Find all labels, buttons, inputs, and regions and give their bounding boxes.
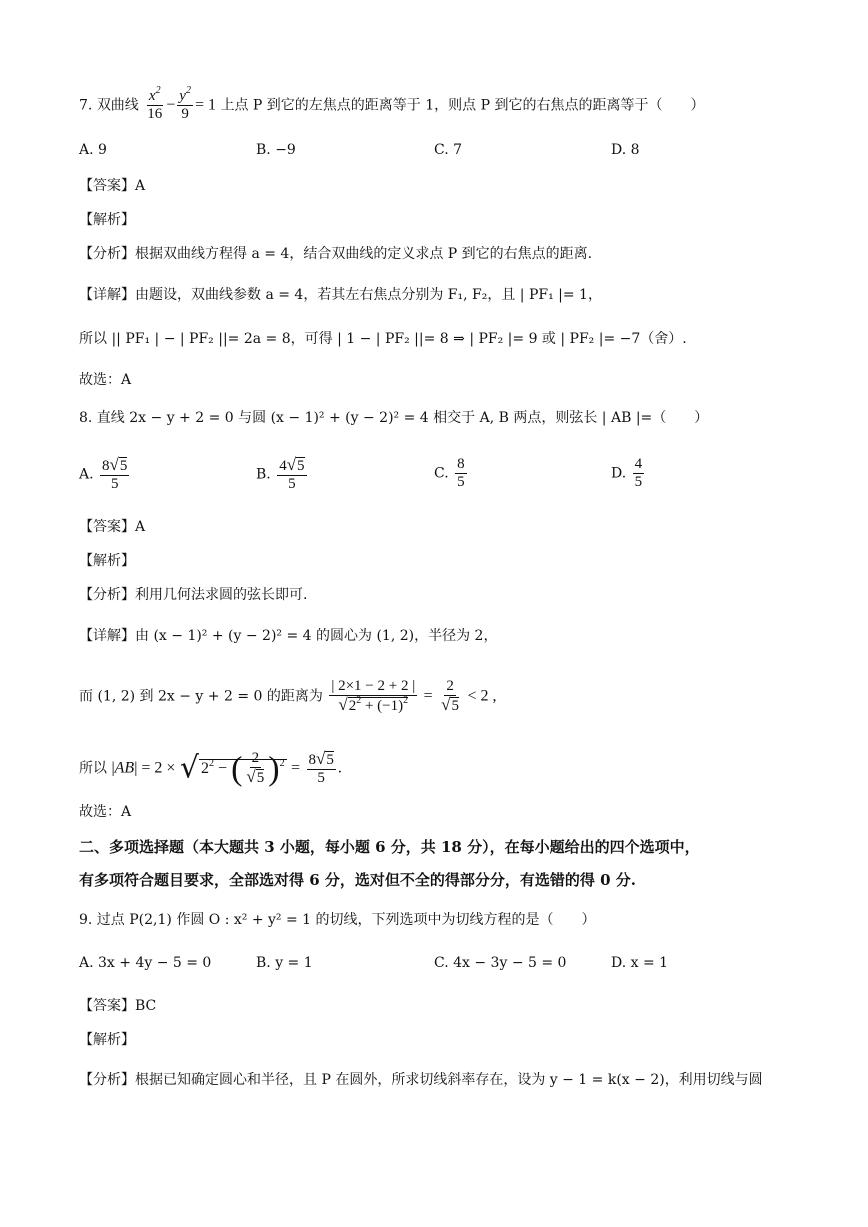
q9-option-a: A. 3x + 4y − 5 = 0 xyxy=(79,955,212,971)
q8-chord-prefix: 所以 xyxy=(79,760,107,777)
q7-option-c: C. 7 xyxy=(434,142,463,158)
q8-distance-prefix: 而 (1, 2) 到 2x − y + 2 = 0 的距离为 xyxy=(79,688,323,705)
q8-distance-line: 而 (1, 2) 到 2x − y + 2 = 0 的距离为 $\frac{| 2\times 1 - 2 + 2 |}{√2^2 + (-1)^2}$ = $\frac{2}{√5}$ < 2 , xyxy=(79,678,497,714)
q7-choose: 故选：A xyxy=(79,372,132,388)
q8-option-b-label: B. xyxy=(256,466,271,483)
q7-detail2: 所以 || PF₁ | − | PF₂ ||= 2a = 8，可得 | 1 − | PF₂ ||= 8 ⇒ | PF₂ |= 9 或 | PF₂ |= −7（舍）. xyxy=(79,331,687,347)
q8-stem: 8. 直线 2x − y + 2 = 0 与圆 (x − 1)² + (y − 2)² = 4 相交于 A, B 两点，则弦长 | AB |=（ ） xyxy=(79,410,709,426)
q9-option-b: B. y = 1 xyxy=(256,955,313,971)
q7-answer: 【答案】A xyxy=(79,178,146,194)
q9-option-c: C. 4x − 3y − 5 = 0 xyxy=(434,955,567,971)
q9-option-d: D. x = 1 xyxy=(611,955,669,971)
q7-option-d: D. 8 xyxy=(611,142,640,158)
frac-8-5: $\frac{8}{5}$ xyxy=(457,456,465,490)
q7-option-b: B. −9 xyxy=(256,142,296,158)
q8-answer: 【答案】A xyxy=(79,519,146,535)
frac-x2-16: $\frac{x^2}{16}$ xyxy=(147,85,163,122)
q8-analysis: 【解析】 xyxy=(79,553,135,569)
q8-option-c xyxy=(434,456,469,491)
q9-answer: 【答案】BC xyxy=(79,998,157,1014)
frac-4-5: $\frac{4}{5}$ xyxy=(634,456,643,490)
q8-option-a-label: A. xyxy=(79,466,94,483)
frac-8sqrt5-5: $\frac{8√5}{5}$ xyxy=(102,455,128,492)
q9-stem: 9. 过点 P(2,1) 作圆 O : x² + y² = 1 的切线，下列选项中为切线方程的是（ ） xyxy=(79,912,596,928)
q7-analysis: 【解析】 xyxy=(79,212,135,228)
q9-analysis: 【解析】 xyxy=(79,1032,135,1048)
q8-option-d xyxy=(611,456,646,491)
q7-number: 7. xyxy=(79,97,93,114)
q7-fenxi: 【分析】根据双曲线方程得 a = 4，结合双曲线的定义求点 P 到它的右焦点的距离. xyxy=(79,246,593,262)
frac-2-sqrt5: $\frac{2}{√5}$ xyxy=(441,678,459,714)
section2-heading-line1: 二、多项选择题（本大题共 3 小题，每小题 6 分，共 18 分），在每小题给出的四个选项中， xyxy=(79,838,700,856)
frac-distance: $\frac{| 2\times 1 - 2 + 2 |}{√2^2 + (-1)^2}$ xyxy=(331,678,416,714)
q8-option-a xyxy=(79,456,131,493)
q7-prefix: 双曲线 xyxy=(96,97,139,114)
section2-heading-line2: 有多项符合题目要求，全部选对得 6 分，选对但不全的得部分分，有选错的得 0 分. xyxy=(79,871,636,889)
frac-y2-9: $\frac{y^2}{9}$ xyxy=(179,85,191,122)
q8-option-c-label: C. xyxy=(434,465,449,482)
q7-stem: 7. 双曲线 $\frac{x^2}{16}$ − $\frac{y^2}{9}$ = 1 上点 P 到它的左焦点的距离等于 1，则点 P 到它的右焦点的距离等于（ ） xyxy=(79,85,705,122)
q8-option-d-label: D. xyxy=(611,465,627,482)
q9-fenxi: 【分析】根据已知确定圆心和半径，且 P 在圆外，所求切线斜率存在，设为 y − 1 = k(x − 2)，利用切线与圆 xyxy=(79,1072,763,1088)
q8-detail: 【详解】由 (x − 1)² + (y − 2)² = 4 的圆心为 (1, 2)，半径为 2， xyxy=(79,628,498,644)
q7-detail: 【详解】由题设，双曲线参数 a = 4，若其左右焦点分别为 F₁, F₂，且 | PF₁ |= 1， xyxy=(79,287,602,303)
q8-chord-line: 所以 |AB| = 2 × √ $2^2$ − ( $\frac{2}{√5}$ )$^2$ = $\frac{8√5}{5}$ . xyxy=(79,749,342,787)
q8-option-b xyxy=(256,456,309,493)
frac-4sqrt5-5: $\frac{4√5}{5}$ xyxy=(279,455,305,492)
frac-result: $\frac{8√5}{5}$ xyxy=(308,749,334,786)
q7-suffix: 上点 P 到它的左焦点的距离等于 1，则点 P 到它的右焦点的距离等于（ ） xyxy=(220,97,705,114)
q8-choose: 故选：A xyxy=(79,804,132,820)
q7-option-a: A. 9 xyxy=(79,142,107,158)
q8-fenxi: 【分析】利用几何法求圆的弦长即可. xyxy=(79,587,308,603)
